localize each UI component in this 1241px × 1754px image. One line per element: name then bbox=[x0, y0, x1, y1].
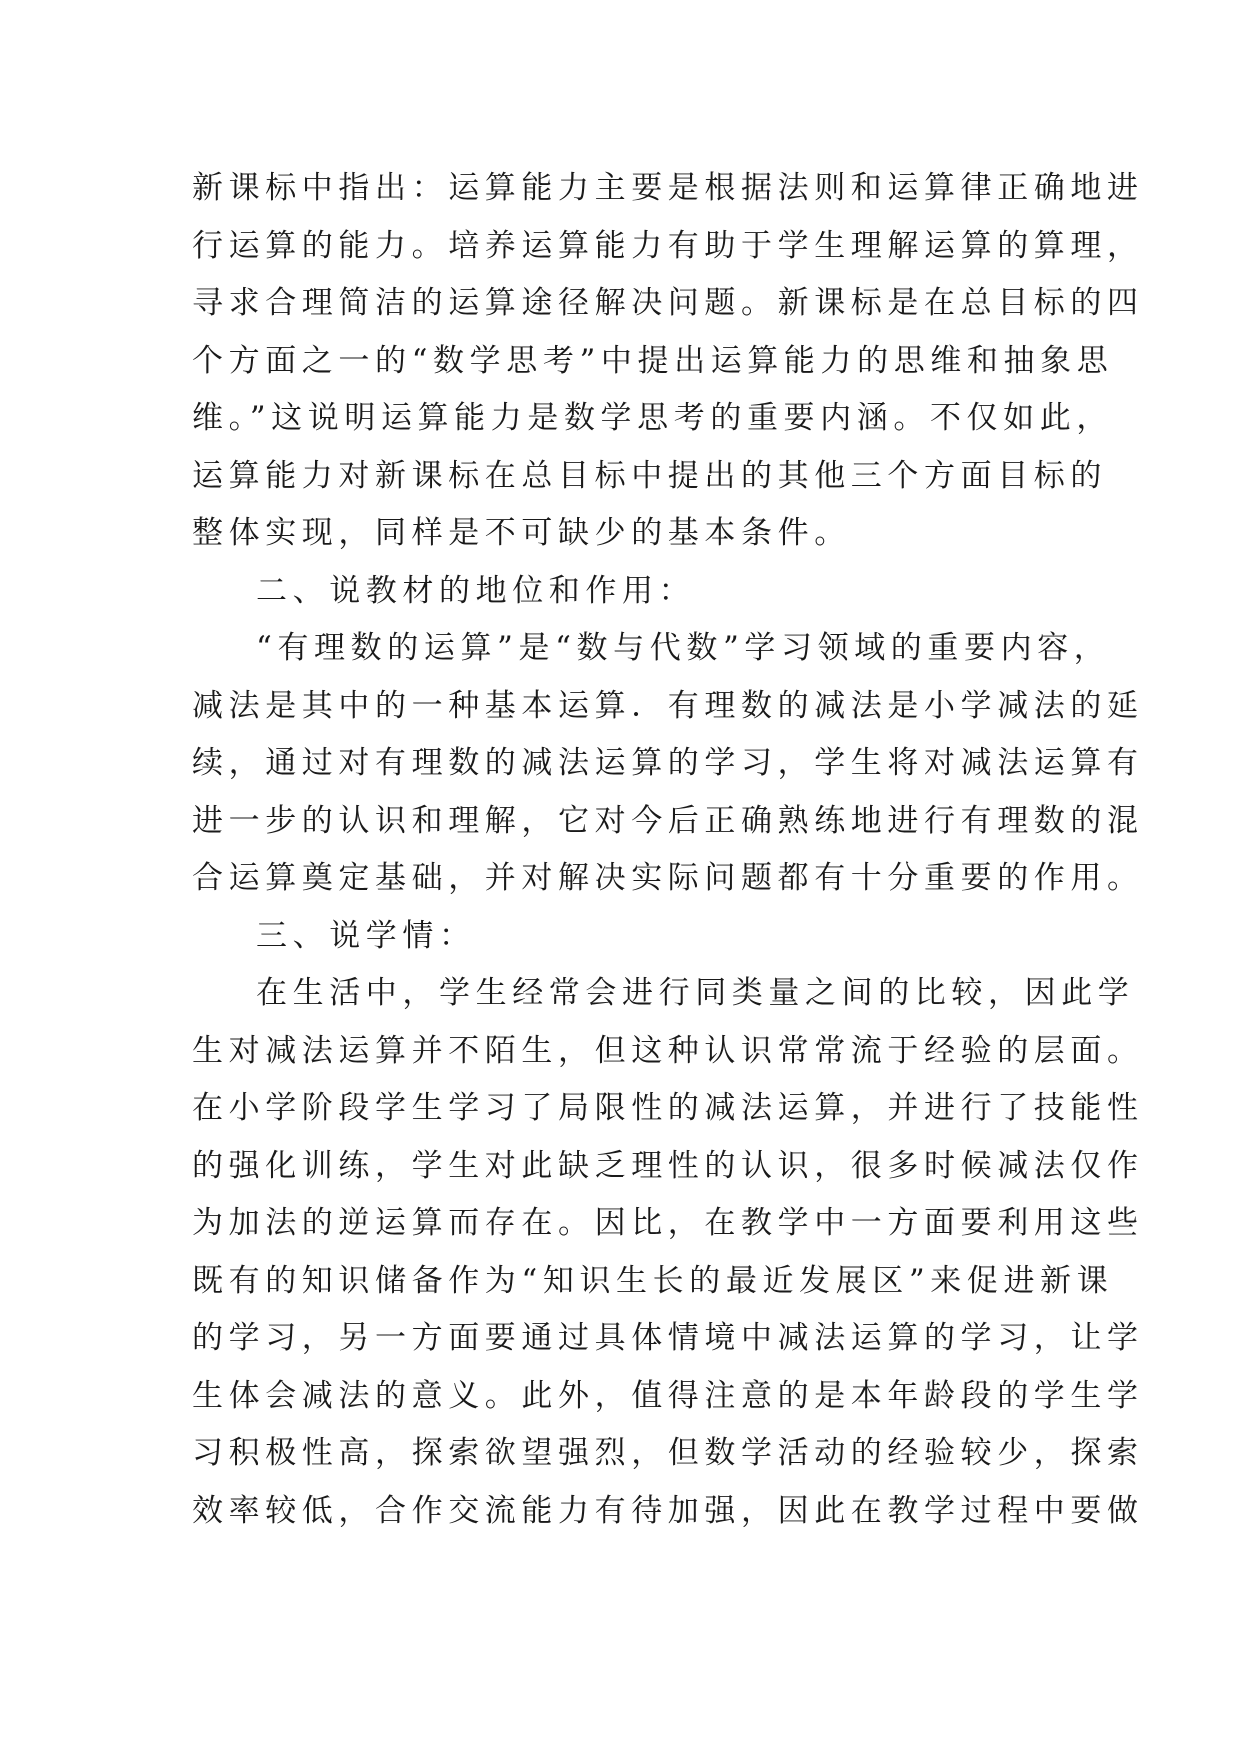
text-line: 生体会减法的意义。此外，值得注意的是本年龄段的学生学 bbox=[192, 1377, 1144, 1414]
text-line: 进一步的认识和理解，它对今后正确熟练地进行有理数的混 bbox=[192, 802, 1144, 839]
paragraph-start-line: “有理数的运算”是“数与代数”学习领域的重要内容， bbox=[256, 630, 1111, 666]
text-line: 合运算奠定基础，并对解决实际问题都有十分重要的作用。 bbox=[192, 860, 1144, 896]
paragraph-start-line: 在生活中，学生经常会进行同类量之间的比较，因此学 bbox=[256, 975, 1135, 1011]
paragraph-start-line: 二、说教材的地位和作用： bbox=[256, 572, 696, 609]
text-line: 的学习，另一方面要通过具体情境中减法运算的学习，让学 bbox=[192, 1320, 1144, 1356]
text-line: 寻求合理简洁的运算途径解决问题。新课标是在总目标的四 bbox=[192, 285, 1144, 321]
text-line: 在小学阶段学生学习了局限性的减法运算，并进行了技能性 bbox=[192, 1090, 1144, 1126]
text-line: 运算能力对新课标在总目标中提出的其他三个方面目标的 bbox=[192, 457, 1107, 494]
text-line: 的强化训练，学生对此缺乏理性的认识，很多时候减法仅作 bbox=[192, 1147, 1144, 1184]
text-line: 生对减法运算并不陌生，但这种认识常常流于经验的层面。 bbox=[192, 1032, 1144, 1069]
text-line: 行运算的能力。培养运算能力有助于学生理解运算的算理， bbox=[192, 227, 1144, 264]
text-line: 个方面之一的“数学思考”中提出运算能力的思维和抽象思 bbox=[192, 342, 1114, 379]
document-body bbox=[192, 160, 1144, 1540]
text-line: 减法是其中的一种基本运算．有理数的减法是小学减法的延 bbox=[192, 687, 1144, 724]
text-line: 维。”这说明运算能力是数学思考的重要内涵。不仅如此， bbox=[192, 400, 1113, 436]
text-line: 新课标中指出：运算能力主要是根据法则和运算律正确地进 bbox=[192, 170, 1144, 206]
text-line: 为加法的逆运算而存在。因比，在教学中一方面要利用这些 bbox=[192, 1205, 1144, 1241]
text-line: 效率较低，合作交流能力有待加强，因此在教学过程中要做 bbox=[192, 1492, 1144, 1529]
text-line: 续，通过对有理数的减法运算的学习，学生将对减法运算有 bbox=[192, 745, 1144, 781]
text-line: 既有的知识储备作为“知识生长的最近发展区”来促进新课 bbox=[192, 1262, 1114, 1299]
text-line: 整体实现，同样是不可缺少的基本条件。 bbox=[192, 515, 851, 551]
paragraph-start-line: 三、说学情： bbox=[256, 917, 476, 954]
text-line: 习积极性高，探索欲望强烈，但数学活动的经验较少，探索 bbox=[192, 1435, 1144, 1471]
